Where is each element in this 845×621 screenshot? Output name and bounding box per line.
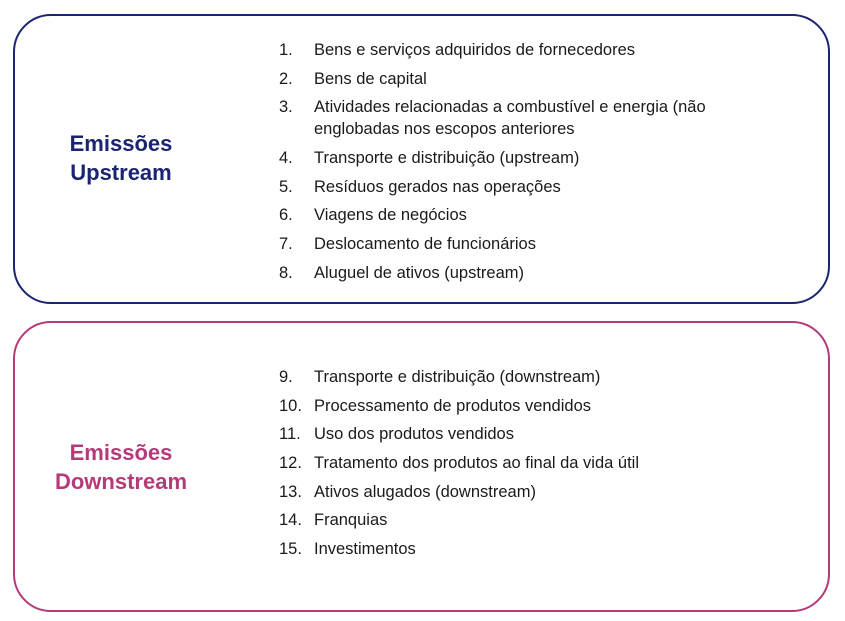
item-number: 11.: [279, 425, 301, 444]
list-item: [279, 452, 779, 474]
list-item: [279, 538, 779, 560]
item-text: Processamento de produtos vendidos: [314, 396, 592, 415]
item-text: Bens e serviços adquiridos de fornecedores: [314, 41, 636, 59]
list-item: [279, 481, 779, 503]
list-item: [279, 423, 779, 445]
item-text: Aluguel de ativos (upstream): [314, 263, 525, 282]
item-number: 6.: [279, 206, 293, 225]
item-number: 14.: [279, 511, 302, 530]
item-text: Viagens de negócios: [314, 206, 467, 225]
item-text: Deslocamento de funcionários: [314, 235, 536, 254]
item-number: 7.: [279, 235, 293, 254]
item-text: Transporte e distribuição (upstream): [314, 149, 580, 168]
list-item: [279, 96, 779, 140]
item-text: Transporte e distribuição (downstream): [314, 368, 601, 386]
item-text: Franquias: [314, 511, 388, 530]
list-item: [279, 366, 779, 388]
upstream-title: [15, 129, 227, 187]
list-item: [279, 204, 779, 226]
item-text: Uso dos produtos vendidos: [314, 425, 514, 444]
upstream-title-line1: Emissões: [69, 131, 173, 156]
item-number: 3.: [279, 98, 293, 117]
item-number: 13.: [279, 482, 302, 501]
list-item: [279, 509, 779, 531]
upstream-category-list: [279, 39, 779, 291]
downstream-title: [15, 438, 227, 496]
item-number: 1.: [279, 41, 293, 59]
item-text: Ativos alugados (downstream): [314, 482, 536, 501]
item-text: Tratamento dos produtos ao final da vida útil: [314, 454, 639, 473]
list-item: [279, 233, 779, 255]
downstream-title-line1: Emissões: [69, 440, 173, 465]
item-number: 9.: [279, 368, 293, 386]
list-item: [279, 39, 779, 61]
item-text: Bens de capital: [314, 69, 427, 88]
item-number: 8.: [279, 263, 293, 282]
list-item: [279, 395, 779, 417]
downstream-title-line2: Downstream: [54, 469, 188, 494]
upstream-emissions-box: [13, 14, 830, 304]
downstream-emissions-box: [13, 321, 830, 612]
list-item: [279, 68, 779, 90]
item-text: Investimentos: [314, 540, 416, 559]
upstream-title-line2: Upstream: [70, 160, 172, 185]
list-item: [279, 262, 779, 284]
item-number: 2.: [279, 69, 293, 88]
item-text: Atividades relacionadas a combustível e energia (não englobadas nos escopos anteriores: [314, 98, 706, 139]
item-number: 12.: [279, 454, 302, 473]
item-number: 10.: [279, 396, 302, 415]
list-item: [279, 176, 779, 198]
item-number: 15.: [279, 540, 302, 559]
item-number: 5.: [279, 177, 293, 196]
downstream-category-list: [279, 366, 779, 567]
item-text: Resíduos gerados nas operações: [314, 177, 561, 196]
item-number: 4.: [279, 149, 293, 168]
list-item: [279, 147, 779, 169]
